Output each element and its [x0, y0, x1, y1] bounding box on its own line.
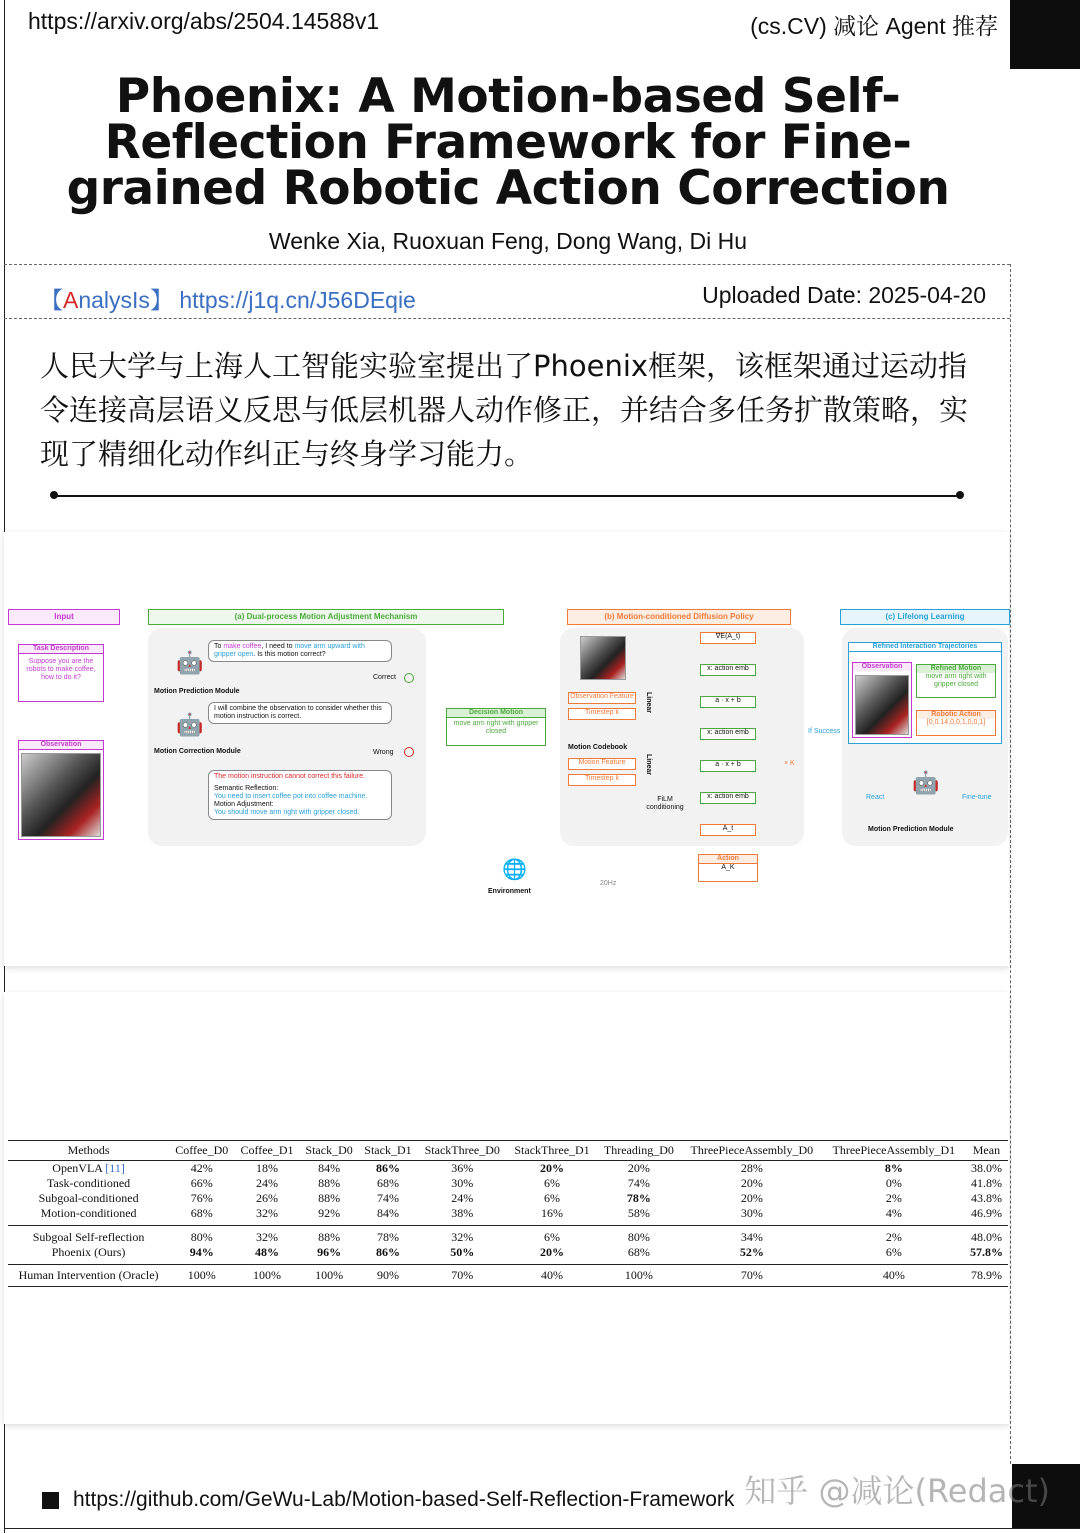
wrong-label: Wrong [373, 749, 394, 756]
table-cell: 6% [823, 1245, 965, 1265]
semantic-reflection-text: You need to insert coffee pot into coffee machine. [214, 793, 368, 800]
observation-box [18, 740, 104, 840]
at-box: A_t [700, 824, 756, 836]
times-k-label: × K [784, 760, 795, 767]
table-cell: 24% [256, 1176, 279, 1190]
table-header-cell: Methods [8, 1141, 169, 1161]
table-row [8, 1206, 1008, 1226]
dual-process-header: (a) Dual-process Motion Adjustment Mechanism [148, 609, 504, 625]
table-cell: 38% [417, 1206, 507, 1226]
table-header-cell: Threading_D0 [597, 1141, 681, 1161]
table-cell: 70% [681, 1265, 823, 1287]
table-header-cell: ThreePieceAssembly_D1 [823, 1141, 965, 1161]
table-cell: 78% [626, 1191, 651, 1205]
lifelong-header: (c) Lifelong Learning [840, 609, 1010, 625]
analysis-word: nalysIs [78, 287, 150, 313]
method-name: OpenVLA [52, 1161, 103, 1175]
method-cell [8, 1206, 169, 1226]
table-cell: 70% [417, 1265, 507, 1287]
timestep-box-2: Timestep k [568, 774, 636, 786]
refined-motion-box [916, 664, 996, 698]
table-cell: 42% [190, 1161, 213, 1175]
mpm-label: Motion Prediction Module [154, 688, 240, 695]
q-pre: To [214, 643, 224, 650]
task-description-title: Task Description [19, 645, 103, 654]
github-link[interactable] [42, 1488, 734, 1512]
table-row [8, 1245, 1008, 1265]
robotic-action-values: [0,0.14,0,0,1,0,0,1] [926, 719, 986, 726]
table-cell: 100% [300, 1265, 359, 1287]
github-url[interactable]: https://github.com/GeWu-Lab/Motion-based-Self-Reflection-Framework [73, 1488, 735, 1511]
refined-motion-title: Refined Motion [917, 665, 995, 673]
table-cell: 41.8% [970, 1176, 1002, 1190]
question-bubble [208, 640, 392, 662]
table-cell: 100% [597, 1265, 681, 1287]
refined-observation-title: Observation [853, 663, 911, 671]
diffusion-header: (b) Motion-conditioned Diffusion Policy [567, 609, 791, 625]
table-cell: 68% [169, 1206, 234, 1226]
table-cell: 76% [190, 1191, 213, 1205]
environment-label: Environment [488, 888, 531, 895]
motion-adjustment-label: Motion Adjustment: [214, 801, 274, 808]
table-cell: 8% [884, 1161, 903, 1175]
linear-label-2: Linear [645, 754, 652, 776]
table-cell: 30% [681, 1206, 823, 1226]
q-end: . Is this motion correct? [253, 651, 326, 658]
axb-box-1: a · x + b [700, 696, 756, 708]
task-description-text: Suppose you are the robots to make coffee, how to do it? [26, 658, 96, 681]
method-name: Subgoal Self-reflection [32, 1230, 145, 1244]
mpm-bottom-label: Motion Prediction Module [868, 826, 954, 833]
method-cell [8, 1161, 169, 1177]
table-row [8, 1226, 1008, 1246]
method-name: Motion-conditioned [40, 1206, 137, 1220]
square-bullet-icon [42, 1492, 59, 1509]
table-cell: 86% [375, 1161, 400, 1175]
method-cell [8, 1245, 169, 1265]
frame-bottom-border [4, 1528, 1080, 1529]
table-cell: 80% [627, 1230, 650, 1244]
decision-motion-box [446, 708, 546, 746]
results-table [8, 1140, 1008, 1287]
table-header-cell: Mean [965, 1141, 1008, 1161]
hz-label: 20Hz [600, 880, 617, 887]
table-cell: 46.9% [965, 1206, 1008, 1226]
action-emb-box-1: x: action emb [700, 664, 756, 676]
mcm-label: Motion Correction Module [154, 748, 241, 755]
motion-adjustment-text: You should move arm right with gripper closed. [214, 809, 360, 816]
table-cell: 58% [597, 1206, 681, 1226]
timestep-box-1: Timestep k [568, 708, 636, 720]
table-header-cell: Coffee_D0 [169, 1141, 234, 1161]
table-cell: 20% [740, 1176, 763, 1190]
table-cell: 20% [627, 1161, 650, 1175]
table-cell: 40% [823, 1265, 965, 1287]
globe-icon: 🌐 [502, 859, 527, 881]
wrong-node [404, 747, 414, 757]
table-cell: 78% [376, 1230, 399, 1244]
table-cell: 66% [190, 1176, 213, 1190]
table-cell: 86% [359, 1245, 418, 1265]
table-cell: 74% [376, 1191, 399, 1205]
table-cell: 48% [234, 1245, 299, 1265]
table-cell: 48.0% [970, 1230, 1002, 1244]
corner-block-top-right [1010, 0, 1080, 69]
category-label: (cs.CV) 减论 Agent 推荐 [750, 13, 998, 39]
table-cell: 94% [169, 1245, 234, 1265]
method-name: Subgoal-conditioned [38, 1191, 139, 1205]
action-emb-box-3: x: action emb [700, 792, 756, 804]
table-cell: 43.8% [970, 1191, 1002, 1205]
axb-box-2: a · x + b [700, 760, 756, 772]
fail-text: The motion instruction cannot correct this failure. [214, 773, 365, 780]
table-header-cell: Coffee_D1 [234, 1141, 299, 1161]
combine-bubble: I will combine the observation to consider whether this motion instruction is correct. [208, 702, 392, 724]
table-cell: 92% [300, 1206, 359, 1226]
paper-title: Phoenix: A Motion-based Self-Reflection Framework for Fine-grained Robotic Action Correction [66, 69, 950, 216]
q-motion: move arm upward with gripper open [214, 643, 365, 658]
action-emb-box-2: x: action emb [700, 728, 756, 740]
refined-observation-box [852, 662, 912, 738]
table-cell: 6% [544, 1176, 561, 1190]
diffusion-observation-image [580, 636, 626, 680]
action-ak: A_K [721, 864, 735, 871]
linear-label-1: Linear [645, 692, 652, 714]
method-name: Task-conditioned [47, 1176, 131, 1190]
finetune-label: Fine-tune [962, 794, 992, 801]
table-cell: 28% [740, 1161, 763, 1175]
figure-card [4, 532, 1009, 966]
table-cell: 18% [256, 1161, 279, 1175]
table-cell: 30% [451, 1176, 474, 1190]
table-header-row [8, 1141, 1008, 1161]
table-cell: 20% [507, 1245, 597, 1265]
grad-box: ∇E(A_t) [700, 632, 756, 644]
decision-motion-text: move arm right with gripper closed [453, 720, 539, 735]
table-cell: 88% [318, 1191, 341, 1205]
semantic-reflection-label: Semantic Reflection: [214, 785, 279, 792]
table-cell: 0% [885, 1176, 902, 1190]
robot-icon-3: 🤖 [912, 770, 940, 795]
method-cell [8, 1191, 169, 1206]
table-cell: 100% [234, 1265, 299, 1287]
paper-authors: Wenke Xia, Ruoxuan Feng, Dong Wang, Di Hu [268, 228, 748, 254]
table-cell: 26% [256, 1191, 279, 1205]
input-header: Input [8, 609, 120, 625]
task-description-box [18, 644, 104, 702]
refined-title: Refined Interaction Trajectories [849, 643, 1001, 652]
motion-codebook-label: Motion Codebook [568, 744, 628, 751]
bracket-open: 【 [40, 287, 63, 313]
method-cell [8, 1176, 169, 1191]
observation-image [21, 753, 101, 837]
refined-observation-image [855, 675, 909, 735]
table-header-cell: StackThree_D1 [507, 1141, 597, 1161]
table-row [8, 1176, 1008, 1191]
method-cell [8, 1265, 169, 1287]
analysis-link[interactable] [40, 282, 416, 315]
obs-feature-box: Observation Feature [568, 692, 636, 704]
table-cell: 68% [597, 1245, 681, 1265]
method-cell [8, 1226, 169, 1246]
citation-link[interactable]: [11] [102, 1161, 125, 1175]
analysis-url[interactable]: https://j1q.cn/J56DEqie [179, 287, 416, 313]
decision-motion-title: Decision Motion [447, 709, 545, 718]
refined-motion-text: move arm right with gripper closed [925, 673, 987, 688]
table-cell: 2% [885, 1230, 902, 1244]
table-cell: 38.0% [970, 1161, 1002, 1175]
correct-node [404, 673, 414, 683]
table-cell: 84% [359, 1206, 418, 1226]
q-mid: , I need to [261, 643, 295, 650]
table-cell: 80% [190, 1230, 213, 1244]
divider-line [52, 495, 960, 497]
table-cell: 50% [417, 1245, 507, 1265]
table-row [8, 1161, 1008, 1177]
method-name: Phoenix (Ours) [51, 1245, 126, 1259]
table-cell: 2% [885, 1191, 902, 1205]
table-cell: 20% [540, 1161, 565, 1175]
table-cell: 20% [740, 1191, 763, 1205]
method-name: Human Intervention (Oracle) [18, 1268, 159, 1282]
action-box [698, 854, 758, 882]
observation-title: Observation [19, 741, 103, 750]
table-cell: 100% [169, 1265, 234, 1287]
robot-icon: 🤖 [176, 650, 204, 675]
analysis-letter-a: A [63, 287, 79, 313]
robot-icon-2: 🤖 [176, 712, 204, 737]
dashed-rule-meta [4, 318, 1010, 319]
table-cell: 32% [256, 1230, 279, 1244]
table-cell: 74% [627, 1176, 650, 1190]
table-header-cell: Stack_D1 [359, 1141, 418, 1161]
table-cell: 36% [451, 1161, 474, 1175]
robotic-action-box [916, 710, 996, 736]
table-cell: 32% [451, 1230, 474, 1244]
table-cell: 32% [234, 1206, 299, 1226]
uploaded-date: Uploaded Date: 2025-04-20 [702, 282, 986, 308]
table-cell: 6% [544, 1230, 561, 1244]
table-cell: 96% [300, 1245, 359, 1265]
table-header-cell: StackThree_D0 [417, 1141, 507, 1161]
divider-dot-right [956, 491, 964, 499]
dashed-rule-right [1010, 264, 1011, 1464]
table-cell: 34% [740, 1230, 763, 1244]
film-label: FiLM conditioning [646, 796, 684, 811]
table-cell: 52% [681, 1245, 823, 1265]
table-header-cell: ThreePieceAssembly_D0 [681, 1141, 823, 1161]
watermark: 知乎 @减论(Redact) [744, 1472, 1050, 1510]
action-title: Action [699, 855, 757, 864]
table-cell: 88% [318, 1176, 341, 1190]
table-cell: 40% [507, 1265, 597, 1287]
table-cell: 57.8% [965, 1245, 1008, 1265]
table-row [8, 1191, 1008, 1206]
table-cell: 78.9% [965, 1265, 1008, 1287]
if-success-label: If Success [808, 728, 841, 735]
arxiv-url[interactable]: https://arxiv.org/abs/2504.14588v1 [28, 8, 380, 34]
table-cell: 6% [544, 1191, 561, 1205]
table-cell: 16% [507, 1206, 597, 1226]
bracket-close: 】 [149, 287, 173, 313]
reflection-bubble [208, 770, 392, 820]
dashed-rule-top [4, 264, 1010, 265]
q-make-coffee: make coffee [223, 643, 262, 650]
motion-feature-box: Motion Feature [568, 758, 636, 770]
table-cell: 84% [318, 1161, 341, 1175]
table-header-cell: Stack_D0 [300, 1141, 359, 1161]
table-cell: 90% [359, 1265, 418, 1287]
table-cell: 68% [376, 1176, 399, 1190]
summary-text: 人民大学与上海人工智能实验室提出了Phoenix框架，该框架通过运动指令连接高层语义反思与低层机器人动作修正，并结合多任务扩散策略，实现了精细化动作纠正与终身学习能力。 [40, 349, 969, 471]
table-cell: 88% [318, 1230, 341, 1244]
table-row [8, 1265, 1008, 1287]
correct-label: Correct [373, 674, 396, 681]
table-cell: 4% [823, 1206, 965, 1226]
robotic-action-title: Robotic Action [917, 711, 995, 719]
table-cell: 24% [451, 1191, 474, 1205]
react-label: React [866, 794, 885, 801]
